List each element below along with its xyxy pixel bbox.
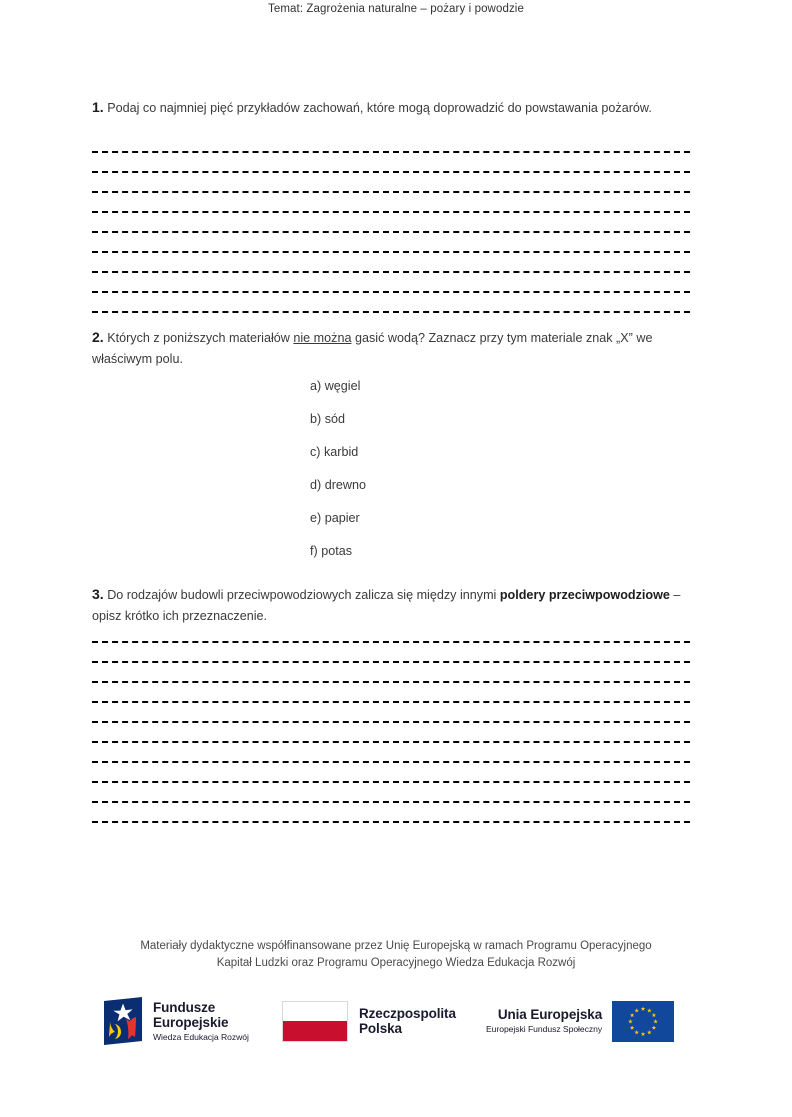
answer-option[interactable]: e) papier [310, 511, 360, 525]
question-3-number: 3. [92, 586, 104, 602]
question-1-text [92, 97, 692, 119]
answer-line[interactable] [92, 710, 690, 730]
answer-line[interactable] [92, 200, 690, 220]
question-3-text [92, 584, 692, 627]
unia-europejska-text [486, 1007, 602, 1034]
question-2-number: 2. [92, 329, 104, 345]
answer-option[interactable]: b) sód [310, 412, 346, 426]
rzeczpospolita-text [359, 1006, 456, 1036]
answer-line[interactable] [92, 650, 690, 670]
question-1-answer-lines[interactable] [92, 140, 690, 320]
answer-line[interactable] [92, 750, 690, 770]
page-title: Temat: Zagrożenia naturalne – pożary i powodzie [268, 3, 524, 15]
logo-strip [96, 992, 696, 1050]
poland-flag-white-band [283, 1002, 347, 1022]
question-2-body-part2: gasić wodą? Zaznacz przy tym materiale znak „X” we właściwym polu. [92, 331, 653, 366]
question-2-block [92, 327, 692, 568]
rp-line-1: Rzeczpospolita [359, 1005, 456, 1021]
answer-option[interactable]: c) karbid [310, 445, 359, 459]
question-3-body-part1: Do rodzajów budowli przeciwpowodziowych zalicza się między innymi [107, 588, 500, 602]
european-union-flag-icon [612, 1001, 674, 1042]
fe-line-1: Fundusze [153, 999, 216, 1015]
ue-subtitle: Europejski Fundusz Społeczny [486, 1023, 603, 1034]
answer-option[interactable]: a) węgiel [310, 379, 361, 393]
answer-line[interactable] [92, 810, 690, 830]
logo-unia-europejska [486, 992, 674, 1050]
funding-note [0, 938, 792, 972]
answer-line[interactable] [92, 280, 690, 300]
answer-line[interactable] [92, 770, 690, 790]
answer-line[interactable] [92, 730, 690, 750]
answer-line[interactable] [92, 690, 690, 710]
question-3-block [92, 584, 692, 627]
fe-line-2: Europejskie [153, 1014, 229, 1030]
fundusze-europejskie-emblem [102, 997, 144, 1045]
fe-subtitle: Wiedza Edukacja Rozwój [153, 1031, 249, 1042]
answer-line[interactable] [92, 630, 690, 650]
answer-line[interactable] [92, 300, 690, 320]
question-1-body: Podaj co najmniej pięć przykładów zachowań, które mogą doprowadzić do powstawania pożarów. [107, 101, 652, 115]
logo-fundusze-europejskie [102, 992, 249, 1050]
answer-line[interactable] [92, 790, 690, 810]
question-3-answer-lines[interactable] [92, 630, 690, 830]
rp-line-2: Polska [359, 1021, 402, 1036]
funding-note-line-1: Materiały dydaktyczne współfinansowane przez Unię Europejską w ramach Programu Operacyjnego [140, 940, 652, 952]
answer-line[interactable] [92, 260, 690, 280]
poland-flag-red-band [283, 1021, 347, 1041]
question-3-body-part2: – opisz krótko ich przeznaczenie. [92, 588, 681, 623]
answer-line[interactable] [92, 180, 690, 200]
question-1-number: 1. [92, 99, 104, 115]
answer-line[interactable] [92, 240, 690, 260]
poland-flag-icon [282, 1001, 348, 1042]
funding-note-line-2: Kapitał Ludzki oraz Programu Operacyjnego Wiedza Edukacja Rozwój [216, 957, 576, 969]
answer-line[interactable] [92, 160, 690, 180]
answer-option[interactable]: f) potas [310, 544, 352, 558]
question-2-emphasis: nie można [293, 331, 352, 345]
answer-option[interactable]: d) drewno [310, 478, 367, 492]
question-2-options [310, 370, 692, 568]
question-3-emphasis: poldery przeciwpowodziowe [499, 588, 670, 602]
answer-line[interactable] [92, 220, 690, 240]
answer-line[interactable] [92, 670, 690, 690]
question-2-body-part1: Których z poniższych materiałów [107, 331, 294, 345]
answer-line[interactable] [92, 140, 690, 160]
ue-line-1: Unia Europejska [497, 1007, 603, 1023]
question-1-block [92, 97, 692, 119]
logo-rzeczpospolita-polska [282, 992, 456, 1050]
question-2-text [92, 327, 692, 370]
fundusze-europejskie-text [153, 1000, 249, 1042]
